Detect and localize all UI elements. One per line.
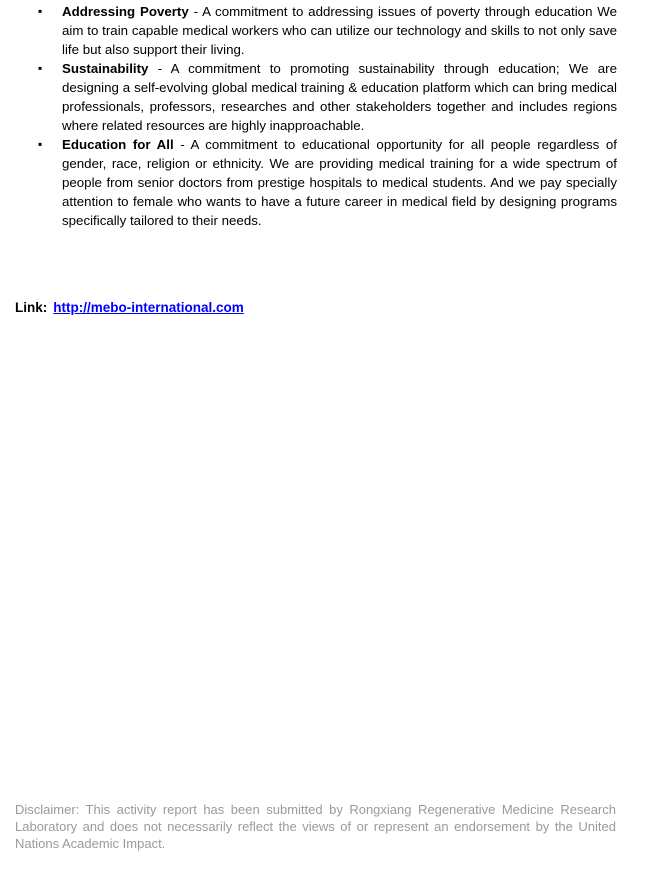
bullet-square-icon: ▪ bbox=[38, 137, 43, 151]
list-item-addressing-poverty bbox=[0, 2, 617, 59]
disclaimer-text: Disclaimer: This activity report has been submitted by Rongxiang Regenerative Medicine Research Laboratory and does not necessarily reflect the views of or represent an endorsement by the United Nations Academic Impact. bbox=[15, 802, 616, 851]
bullet-square-icon: ▪ bbox=[38, 61, 43, 75]
bullet-separator: - bbox=[173, 137, 191, 152]
link-label: Link: bbox=[15, 300, 48, 315]
mebo-international-link[interactable]: http://mebo-international.com bbox=[53, 300, 244, 315]
list-item-education-for-all bbox=[0, 135, 617, 230]
bullet-body: A commitment to addressing issues of poverty through education We aim to train capable medical workers who can utilize our technology and skills to not only save life but also support their living. bbox=[62, 4, 617, 57]
commitment-list bbox=[0, 2, 617, 230]
bullet-separator: - bbox=[148, 61, 171, 76]
bullet-body: A commitment to educational opportunity for all people regardless of gender, race, religion or ethnicity. We are providing medical training for a wide spectrum of people from senior doctors from prestige hospitals to medical students. And we pay specially attention to female who wants to have a future career in medical field by designing programs specifically tailored to their needs. bbox=[62, 137, 617, 228]
bullet-title: Addressing Poverty bbox=[62, 4, 189, 19]
bullet-body: A commitment to promoting sustainability through education; We are designing a self-evolving global medical training & education platform which can bring medical professionals, professors, researches and other stakeholders together and includes regions where related resources are highly inapproachable. bbox=[62, 61, 617, 133]
bullet-title: Sustainability bbox=[62, 61, 149, 76]
link-row bbox=[15, 298, 244, 317]
bullet-square-icon: ▪ bbox=[38, 4, 43, 18]
bullet-separator: - bbox=[188, 4, 203, 19]
list-item-sustainability bbox=[0, 59, 617, 135]
bullet-title: Education for All bbox=[62, 137, 174, 152]
